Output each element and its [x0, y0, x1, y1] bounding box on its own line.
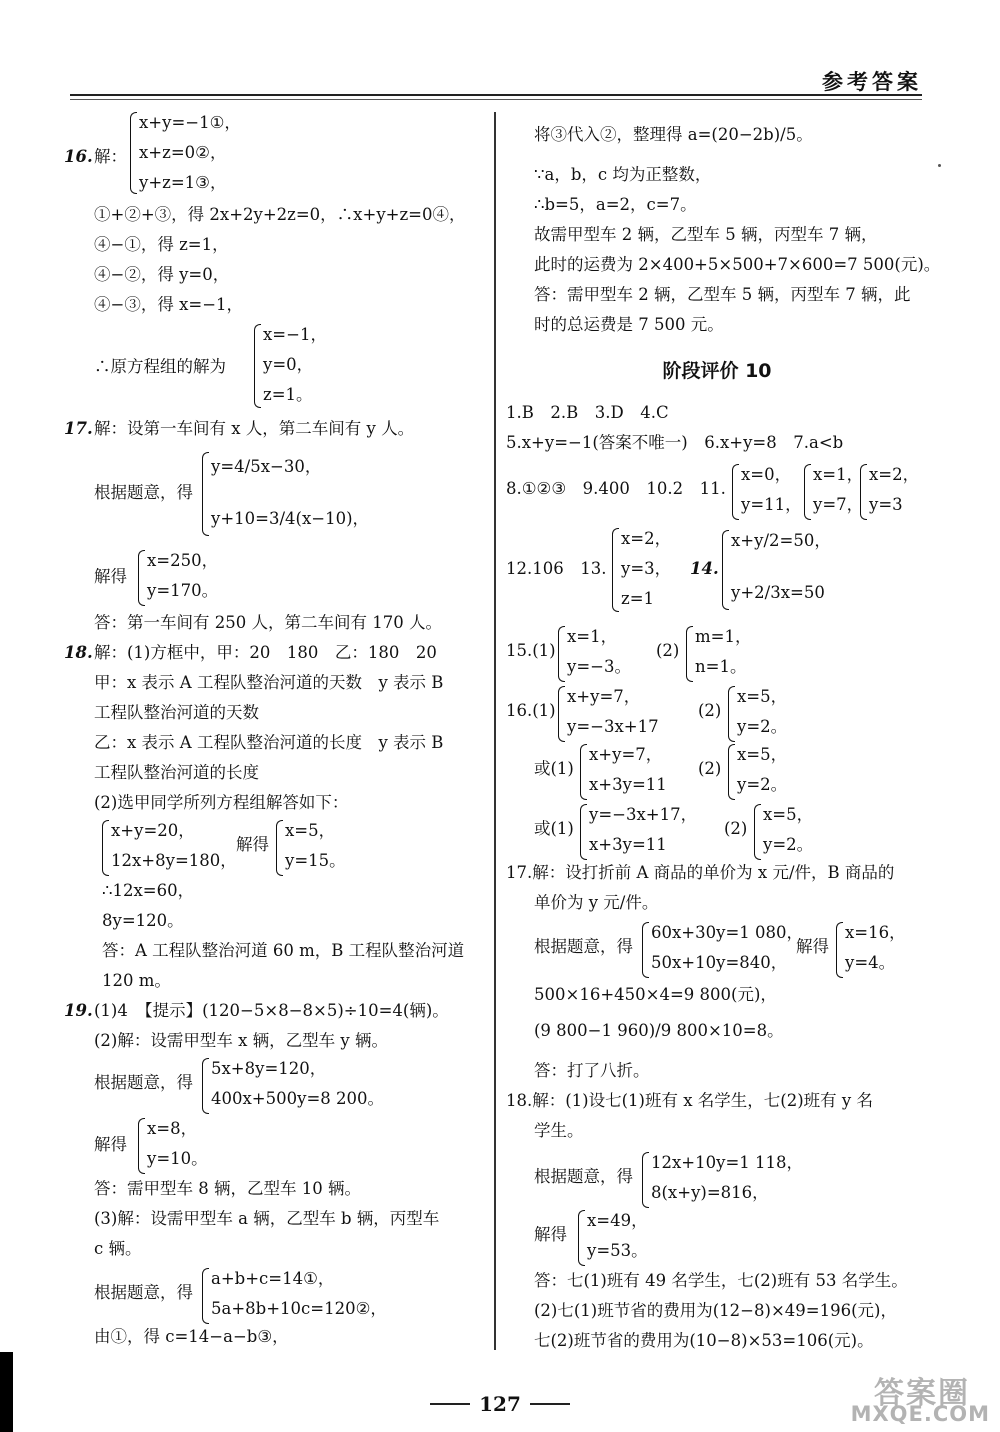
equation-line: x=16，	[845, 923, 906, 942]
brace	[642, 922, 649, 978]
q18-solution-system	[276, 818, 376, 878]
equation-line: 400x+500y=8 200。	[211, 1089, 385, 1108]
answer-16-system-5	[580, 802, 730, 862]
answer-line: 解得	[534, 1225, 567, 1244]
brace	[138, 1118, 145, 1174]
question-number-16: 16.	[64, 147, 93, 166]
answer-line: (2)	[656, 641, 680, 660]
answer-17-solution	[836, 920, 916, 980]
answer-line: 根据题意，得	[534, 937, 633, 956]
answer-line: 或(1)	[534, 759, 574, 778]
text-line: 解得	[94, 1135, 127, 1154]
q18-equation-system	[102, 818, 252, 878]
brace	[686, 626, 693, 682]
text-line: ∴12x=60，	[102, 881, 195, 900]
brace	[728, 744, 735, 800]
text-line: 由①，得 c=14−a−b③，	[94, 1327, 289, 1346]
q16-solution-system	[254, 322, 374, 410]
equation-line: x=250，	[147, 551, 219, 570]
equation-line: x=−1，	[263, 325, 327, 344]
section-title: 阶段评价 10	[662, 360, 772, 382]
answer-line: 8.①②③ 9.400 10.2 11.	[506, 479, 726, 498]
brace	[580, 744, 587, 800]
answer-16-system-1	[558, 684, 688, 744]
equation-line: y=−3。	[567, 657, 631, 676]
answer-15-system-1	[558, 624, 638, 684]
answer-line: 七(2)班节省的费用为(10−8)×53=106(元)。	[534, 1331, 874, 1350]
answer-line: (2)	[698, 701, 722, 720]
text-line: 乙：x 表示 A 工程队整治河道的长度 y 表示 B	[94, 733, 444, 752]
watermark	[800, 1368, 990, 1424]
equation-line: x+3y=11	[589, 835, 667, 854]
equation-line: x+y=7，	[567, 687, 641, 706]
answer-line: 12.106 13.	[506, 559, 607, 578]
equation-line: x+y=−1①，	[139, 113, 241, 132]
equation-line: y=3，	[621, 559, 672, 578]
equation-line: y=2。	[737, 717, 788, 736]
brace	[860, 464, 867, 520]
q16-jie: 解：	[94, 147, 127, 166]
text-line: 答：需甲型车 8 辆，乙型车 10 辆。	[94, 1179, 361, 1198]
text-line: 解：设第一车间有 x 人，第二车间有 y 人。	[94, 419, 415, 438]
answer-15-system-2	[686, 624, 766, 684]
answer-18-system	[642, 1150, 812, 1210]
answer-16-system-3	[580, 742, 710, 802]
answer-line: 答：七(1)班有 49 名学生，七(2)班有 53 名学生。	[534, 1271, 908, 1290]
text-line: 8y=120。	[102, 911, 184, 930]
text-line: 答：需甲型车 2 辆，乙型车 5 辆，丙型车 7 辆，此	[534, 285, 911, 304]
answer-line: 学生。	[534, 1121, 584, 1140]
equation-line: y=4。	[845, 953, 896, 972]
equation-line: y=53。	[587, 1241, 648, 1260]
answer-line: 18.解：(1)设七(1)班有 x 名学生，七(2)班有 y 名	[506, 1091, 873, 1110]
equation-line: x+y=7，	[589, 745, 663, 764]
brace	[102, 820, 109, 876]
text-line: ④−③，得 x=−1，	[94, 295, 244, 314]
brace	[804, 464, 811, 520]
header-rule	[70, 94, 922, 96]
page-header-title: 参考答案	[822, 70, 922, 94]
text-line: ④−②，得 y=0，	[94, 265, 230, 284]
text-line: ∴原方程组的解为	[94, 357, 226, 376]
equation-line: 12x+8y=180，	[111, 851, 237, 870]
text-line: 甲：x 表示 A 工程队整治河道的天数 y 表示 B	[94, 673, 444, 692]
text-line: 解得	[236, 835, 269, 854]
equation-line: x+y=20，	[111, 821, 195, 840]
answer-line: 答：打了八折。	[534, 1061, 650, 1080]
equation-line: x=8，	[147, 1119, 198, 1138]
brace	[276, 820, 283, 876]
equation-line: y+2/3x=50	[731, 583, 825, 602]
brace	[202, 1268, 209, 1324]
page-number: 127	[479, 1392, 521, 1416]
answer-17-system	[642, 920, 804, 980]
equation-line: y=15。	[285, 851, 346, 870]
text-line: 此时的运费为 2×400+5×500+7×600=7 500(元)。	[534, 255, 941, 274]
text-line: ∴b=5，a=2，c=7。	[534, 195, 697, 214]
equation-line: y=−3x+17，	[589, 805, 698, 824]
brace	[558, 686, 565, 742]
answer-11-system-1	[732, 462, 802, 522]
equation-line: y=10。	[147, 1149, 208, 1168]
brace	[836, 922, 843, 978]
equation-line: n=1。	[695, 657, 747, 676]
equation-line: z=1	[621, 589, 655, 608]
answer-line: 500×16+450×4=9 800(元)，	[534, 985, 777, 1004]
brace	[202, 452, 209, 536]
q17-solution-system	[138, 548, 268, 608]
equation-line: x=1，	[813, 465, 864, 484]
equation-line: 50x+10y=840，	[651, 953, 788, 972]
equation-line: 12x+10y=1 118，	[651, 1153, 804, 1172]
answer-line: (9 800−1 960)/9 800×10=8。	[534, 1021, 784, 1040]
text-line: 根据题意，得	[94, 1073, 193, 1092]
watermark-logo: 答案圈	[874, 1376, 970, 1411]
text-line: 答：第一车间有 250 人，第二车间有 170 人。	[94, 613, 442, 632]
q16-equation-system	[130, 110, 330, 196]
answer-line: 1.B 2.B 3.D 4.C	[506, 403, 669, 422]
answer-14-system	[722, 528, 842, 612]
answer-13-system	[612, 526, 682, 614]
text-line: (1)4 【提示】(120−5×8−8×5)÷10=4(辆)。	[94, 1001, 449, 1020]
answer-16-system-2	[728, 684, 808, 744]
text-line: 根据题意，得	[94, 1283, 193, 1302]
brace	[202, 1058, 209, 1114]
brace	[722, 530, 729, 610]
answer-14-label: 14.	[690, 559, 719, 578]
q19-equation-system-2	[202, 1266, 442, 1326]
text-line: (3)解：设需甲型车 a 辆，乙型车 b 辆，丙型车	[94, 1209, 440, 1228]
equation-line: z=1。	[263, 385, 313, 404]
question-number-19: 19.	[64, 1001, 93, 1020]
text-line: ∵a，b，c 均为正整数，	[534, 165, 712, 184]
text-line: 工程队整治河道的长度	[94, 763, 259, 782]
answer-line: 单价为 y 元/件。	[534, 893, 659, 912]
equation-line: y+10=3/4(x−10)，	[211, 509, 370, 528]
answer-line: (2)七(1)班节省的费用为(12−8)×49=196(元)，	[534, 1301, 897, 1320]
answer-11-system-2	[804, 462, 864, 522]
equation-line: x=2，	[869, 465, 920, 484]
answer-16-system-4	[728, 742, 808, 802]
brace	[558, 626, 565, 682]
brace	[130, 112, 137, 194]
brace	[254, 324, 261, 408]
equation-line: 5a+8b+10c=120②，	[211, 1299, 387, 1318]
answer-line: 5.x+y=−1(答案不唯一) 6.x+y=8 7.a<b	[506, 433, 844, 452]
equation-line: a+b+c=14①，	[211, 1269, 335, 1288]
answer-line: 16.(1)	[506, 701, 556, 720]
brace	[728, 686, 735, 742]
text-line: 答：A 工程队整治河道 60 m，B 工程队整治河道	[102, 941, 465, 960]
equation-line: x+z=0②，	[139, 143, 227, 162]
equation-line: x=0，	[741, 465, 792, 484]
question-number-17: 17.	[64, 419, 93, 438]
answer-line: (2)	[698, 759, 722, 778]
header-rule-thin	[70, 99, 922, 100]
column-divider	[494, 112, 496, 1350]
text-line: 时的总运费是 7 500 元。	[534, 315, 724, 334]
equation-line: x+3y=11	[589, 775, 667, 794]
text-line: c 辆。	[94, 1239, 142, 1258]
equation-line: y=4/5x−30，	[211, 457, 322, 476]
equation-line: y=−3x+17	[567, 717, 659, 736]
equation-line: x=5，	[763, 805, 814, 824]
answer-line: 解得	[796, 937, 829, 956]
equation-line: x+y/2=50，	[731, 531, 831, 550]
equation-line: y+z=1③，	[139, 173, 227, 192]
equation-line: x=5，	[285, 821, 336, 840]
text-line: 将③代入②，整理得 a=(20−2b)/5。	[534, 125, 813, 144]
brace	[732, 464, 739, 520]
text-line: 根据题意，得	[94, 483, 193, 502]
q17-equation-system	[202, 450, 452, 538]
text-line: 120 m。	[102, 971, 171, 990]
equation-line: x=1，	[567, 627, 618, 646]
text-line: ④−①，得 z=1，	[94, 235, 229, 254]
brace	[138, 550, 145, 606]
equation-line: 8(x+y)=816，	[651, 1183, 769, 1202]
brace	[578, 1210, 585, 1266]
brace	[642, 1152, 649, 1208]
equation-line: m=1，	[695, 627, 752, 646]
equation-line: y=2。	[737, 775, 788, 794]
stray-dot	[938, 164, 941, 167]
brace	[754, 804, 761, 860]
watermark-url: MXQE.COM	[850, 1402, 990, 1426]
equation-line: 60x+30y=1 080，	[651, 923, 804, 942]
answer-11-system-3	[860, 462, 920, 522]
answer-18-solution	[578, 1208, 658, 1268]
equation-line: x=2，	[621, 529, 672, 548]
text-line: (2)选甲同学所列方程组解答如下：	[94, 793, 349, 812]
equation-line: 5x+8y=120，	[211, 1059, 327, 1078]
brace	[580, 804, 587, 860]
page-number-ornament-right	[530, 1403, 570, 1405]
edge-tab	[0, 1352, 13, 1432]
q19-solution-system	[138, 1116, 238, 1176]
answer-line: 15.(1)	[506, 641, 556, 660]
text-line: 解：(1)方框中，甲：20 180 乙：180 20	[94, 643, 437, 662]
answer-line: (2)	[724, 819, 748, 838]
equation-line: x=5，	[737, 745, 788, 764]
equation-line: x=49，	[587, 1211, 648, 1230]
equation-line: y=170。	[147, 581, 219, 600]
answer-line: 或(1)	[534, 819, 574, 838]
equation-line: y=2。	[763, 835, 814, 854]
text-line: 工程队整治河道的天数	[94, 703, 259, 722]
answer-16-system-6	[754, 802, 834, 862]
answer-line: 根据题意，得	[534, 1167, 633, 1186]
equation-line: y=3	[869, 495, 903, 514]
q19-equation-system	[202, 1056, 402, 1116]
text-line: (2)解：设需甲型车 x 辆，乙型车 y 辆。	[94, 1031, 388, 1050]
equation-line: y=0，	[263, 355, 314, 374]
text-line: 故需甲型车 2 辆，乙型车 5 辆，丙型车 7 辆，	[534, 225, 878, 244]
answer-line: 17.解：设打折前 A 商品的单价为 x 元/件，B 商品的	[506, 863, 895, 882]
brace	[612, 528, 619, 612]
question-number-18: 18.	[64, 643, 93, 662]
text-line: 解得	[94, 567, 127, 586]
equation-line: y=11，	[741, 495, 802, 514]
text-line: ①+②+③，得 2x+2y+2z=0，∴x+y+z=0④，	[94, 205, 466, 224]
equation-line: y=7，	[813, 495, 864, 514]
equation-line: x=5，	[737, 687, 788, 706]
